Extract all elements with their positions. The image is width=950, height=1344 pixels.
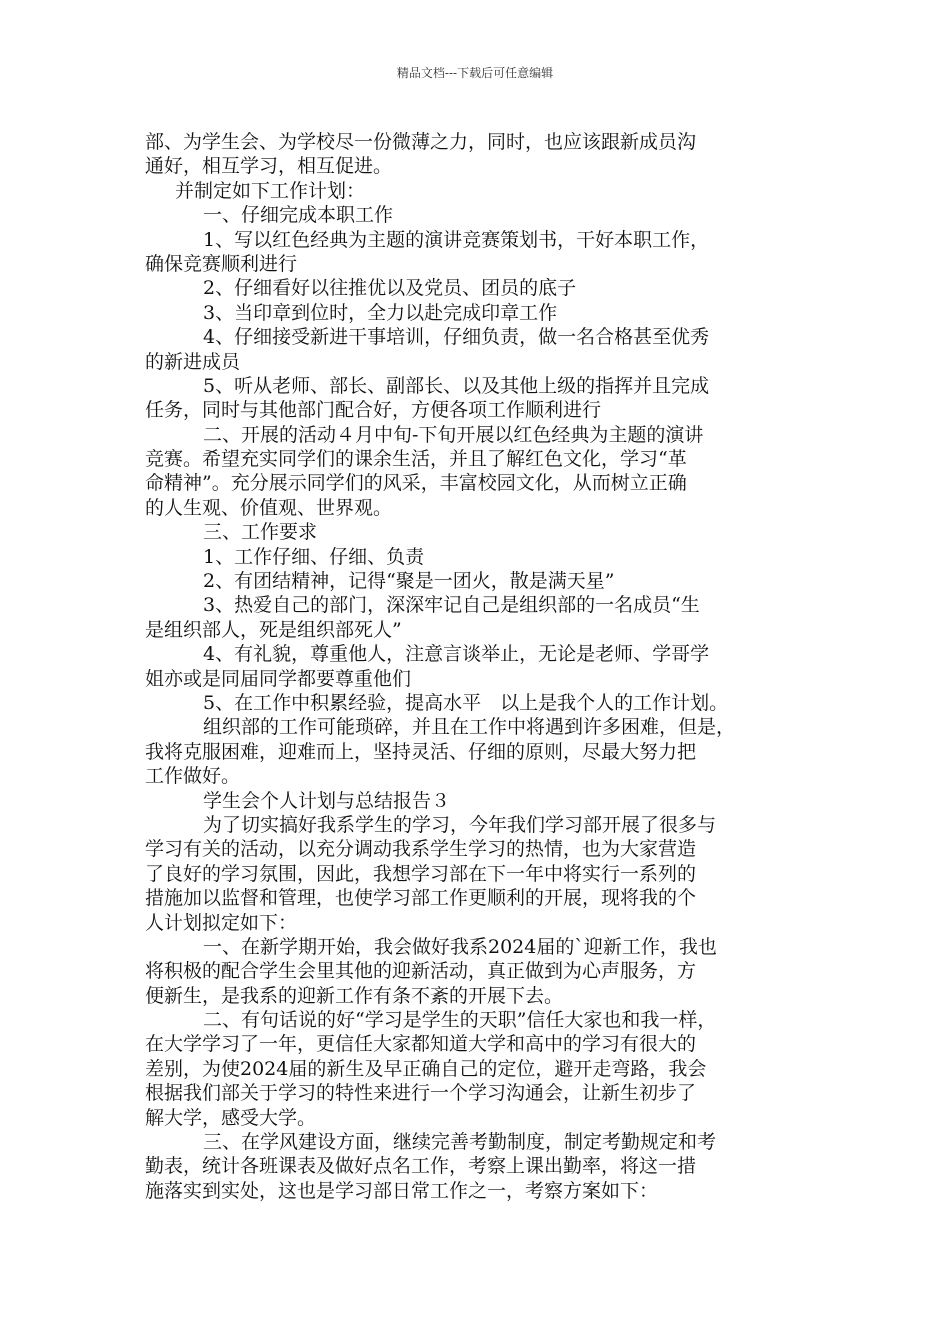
text-line: 学生会个人计划与总结报告３: [203, 789, 451, 812]
text-line: 竞赛。希望充实同学们的课余生活，并且了解红色文化，学习“革: [145, 448, 687, 471]
text-line: 并制定如下工作计划：: [175, 179, 366, 202]
text-line: 学习有关的活动，以充分调动我系学生学习的热情，也为大家营造: [145, 838, 697, 861]
text-line: 命精神”。充分展示同学们的风采，丰富校园文化，从而树立正确: [145, 472, 687, 495]
text-line: 人计划拟定如下：: [145, 911, 298, 934]
text-line: 通好，相互学习，相互促进。: [145, 155, 393, 178]
text-line: 差别，为使2024届的新生及早正确自己的定位，避开走弯路，我会: [145, 1057, 707, 1080]
text-line: 解大学，感受大学。: [145, 1106, 317, 1129]
text-line: 勤表，统计各班课表及做好点名工作，考察上课出勤率，将这一措: [145, 1155, 697, 1178]
text-line: 三、工作要求: [203, 521, 318, 544]
text-line: 3、当印章到位时，全力以赴完成印章工作: [203, 301, 558, 324]
text-line: 一、仔细完成本职工作: [203, 204, 394, 227]
text-line: 是组织部人，死是组织部死人”: [145, 618, 402, 641]
text-line: 了良好的学习氛围，因此，我想学习部在下一年中将实行一系列的: [145, 862, 697, 885]
text-line: 5、听从老师、部长、副部长、以及其他上级的指挥并且完成: [203, 374, 710, 397]
text-line: 1、写以红色经典为主题的演讲竞赛策划书，干好本职工作，: [203, 228, 710, 251]
text-line: 二、有句话说的好“学习是学生的天职”信任大家也和我一样，: [203, 1009, 717, 1032]
text-line: 任务，同时与其他部门配合好，方便各项工作顺利进行: [145, 399, 602, 422]
text-line: 姐亦或是同届同学都要尊重他们: [145, 667, 412, 690]
text-line: 为了切实搞好我系学生的学习，今年我们学习部开展了很多与: [203, 813, 717, 836]
text-line: 我将克服困难，迎难而上，坚持灵活、仔细的原则，尽最大努力把: [145, 740, 697, 763]
document-body: [145, 130, 825, 1203]
text-line: 2、有团结精神，记得“聚是一团火，散是满天星”: [203, 570, 615, 593]
text-line: 3、热爱自己的部门，深深牢记自己是组织部的一名成员“生: [203, 594, 700, 617]
text-line: 根据我们部关于学习的特性来进行一个学习沟通会，让新生初步了: [145, 1082, 697, 1105]
text-line: 二、开展的活动４月中旬-下旬开展以红色经典为主题的演讲: [203, 423, 704, 446]
text-line: 的新进成员: [145, 350, 241, 373]
text-line: 组织部的工作可能琐碎，并且在工作中将遇到许多困难，但是，: [203, 716, 736, 739]
text-line: 的人生观、价值观、世界观。: [145, 496, 393, 519]
text-line: 三、在学风建设方面，继续完善考勤制度，制定考勤规定和考: [203, 1131, 717, 1154]
text-line: 2、仔细看好以往推优以及党员、团员的底子: [203, 277, 577, 300]
text-line: 工作做好。: [145, 765, 241, 788]
text-line: 施落实到实处，这也是学习部日常工作之一，考察方案如下：: [145, 1179, 659, 1202]
text-line: 确保竞赛顺利进行: [145, 252, 298, 275]
text-line: 5、在工作中积累经验，提高水平 以上是我个人的工作计划。: [203, 691, 729, 714]
text-line: 将积极的配合学生会里其他的迎新活动，真正做到为心声服务，方: [145, 960, 697, 983]
text-line: 措施加以监督和管理，也使学习部工作更顺利的开展，现将我的个: [145, 887, 697, 910]
text-line: 4、有礼貌，尊重他人，注意言谈举止，无论是老师、学哥学: [203, 643, 710, 666]
page-header: 精品文档---下载后可任意编辑: [396, 66, 554, 80]
text-line: 一、在新学期开始，我会做好我系2024届的`迎新工作，我也: [203, 935, 717, 958]
text-line: 4、仔细接受新进干事培训，仔细负责，做一名合格甚至优秀: [203, 326, 710, 349]
text-line: 在大学学习了一年，更信任大家都知道大学和高中的学习有很大的: [145, 1033, 697, 1056]
text-line: 便新生，是我系的迎新工作有条不紊的开展下去。: [145, 984, 564, 1007]
text-line: 1、工作仔细、仔细、负责: [203, 545, 425, 568]
text-line: 部、为学生会、为学校尽一份微薄之力，同时，也应该跟新成员沟: [145, 131, 697, 153]
